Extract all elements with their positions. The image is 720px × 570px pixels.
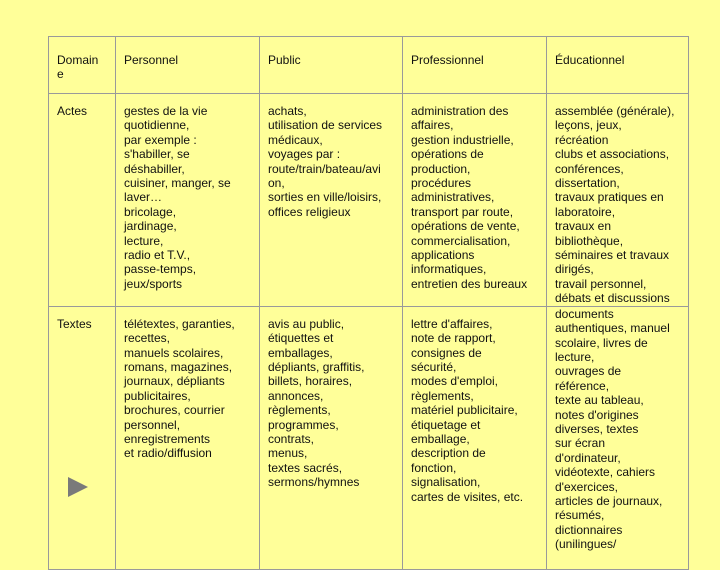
cell-actes-educationnel: assemblée (générale), leçons, jeux, récréation clubs et associations, conférences, dissertation, travaux pratiques en laboratoire, travaux en bibliothèque, séminaires et travaux dirigés, travail personnel, débats et discussions <box>547 94 689 307</box>
header-public: Public <box>260 37 403 94</box>
domain-table <box>48 36 689 570</box>
table-row-textes <box>49 306 689 569</box>
row-label-actes: Actes <box>49 94 116 307</box>
table-row-actes <box>49 94 689 307</box>
header-professionnel: Professionnel <box>403 37 547 94</box>
header-personnel: Personnel <box>116 37 260 94</box>
cell-actes-public: achats, utilisation de services médicaux, voyages par : route/train/bateau/avi on, sorties en ville/loisirs, offices religieux <box>260 94 403 307</box>
cell-actes-personnel: gestes de la vie quotidienne, par exemple : s'habiller, se déshabiller, cuisiner, manger, se laver… bricolage, jardinage, lecture, radio et T.V., passe-temps, jeux/sports <box>116 94 260 307</box>
cell-actes-professionnel: administration des affaires, gestion industrielle, opérations de production, procédures administratives, transport par route, opérations de vente, commercialisation, applications informatiques, entretien des bureaux <box>403 94 547 307</box>
row-label-textes: Textes <box>49 306 116 569</box>
header-domain: Domain e <box>49 37 116 94</box>
cell-textes-professionnel: lettre d'affaires, note de rapport, consignes de sécurité, modes d'emploi, règlements, matériel publicitaire, étiquetage et emballage, description de fonction, signalisation, cartes de visites, etc. <box>403 306 547 569</box>
header-educationnel: Éducationnel <box>547 37 689 94</box>
cell-textes-personnel: télétextes, garanties, recettes, manuels scolaires, romans, magazines, journaux, dépliants publicitaires, brochures, courrier personnel, enregistrements et radio/diffusion <box>116 306 260 569</box>
cell-textes-public: avis au public, étiquettes et emballages, dépliants, graffitis, billets, horaires, annonces, règlements, programmes, contrats, menus, textes sacrés, sermons/hymnes <box>260 306 403 569</box>
cell-textes-educationnel: documents authentiques, manuel scolaire, livres de lecture, ouvrages de référence, texte au tableau, notes d'origines diverses, textes sur écran d'ordinateur, vidéotexte, cahiers d'exercices, articles de journaux, résumés, dictionnaires (unilingues/ <box>547 306 689 569</box>
table-header-row <box>49 37 689 94</box>
play-triangle-icon[interactable] <box>68 477 88 497</box>
